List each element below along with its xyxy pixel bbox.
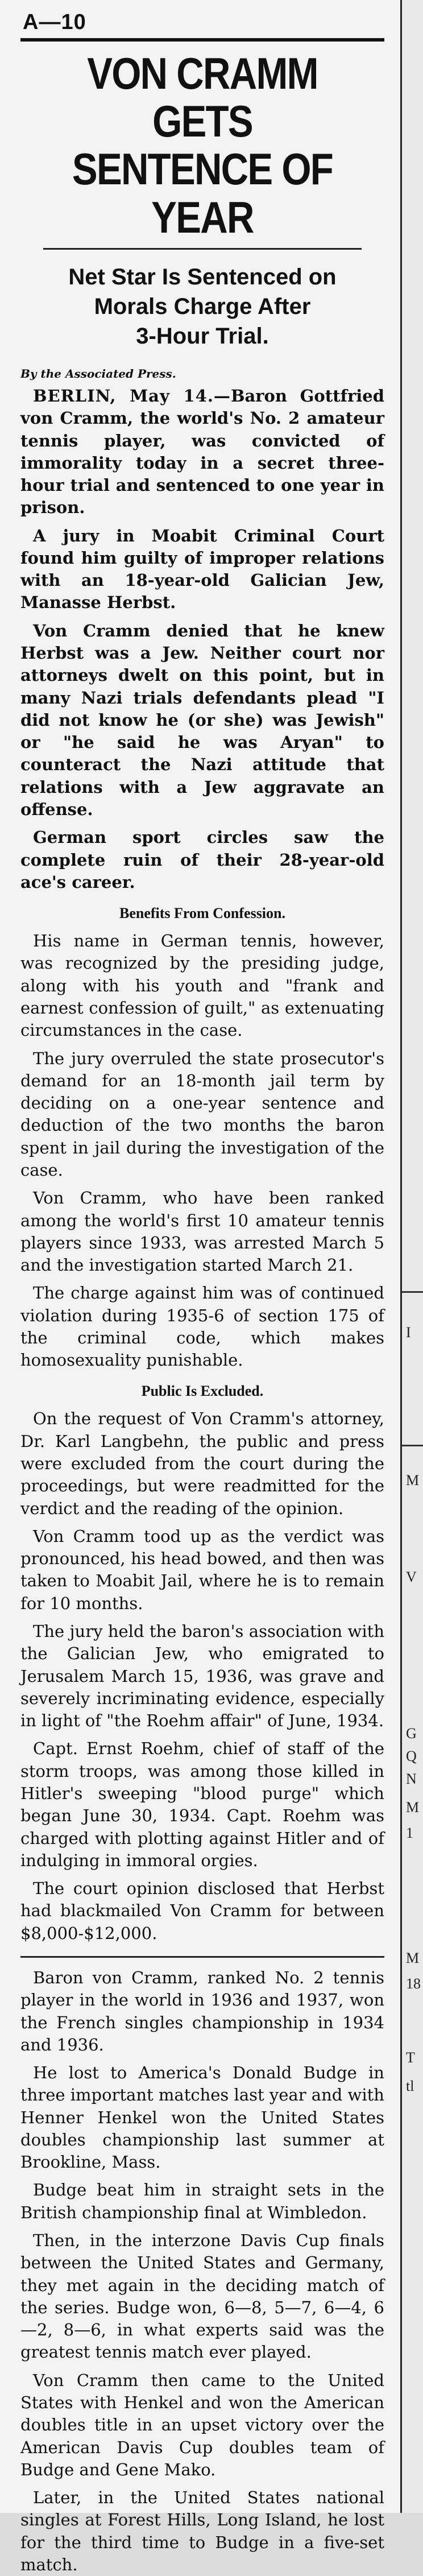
article-body bbox=[20, 367, 384, 2576]
paragraph: On the request of Von Cramm's attorney, Dr. Karl Langbehn, the public and press were excluded from the court during the proceedings, but were readmitted for the verdict and the reading of the opinion. bbox=[20, 1409, 384, 1518]
paragraph: The court opinion disclosed that Herbst had blackmailed Von Cramm for between $8,000-$12,000. bbox=[20, 1879, 384, 1943]
section-rule bbox=[20, 1956, 384, 1958]
edge-rule bbox=[402, 1445, 423, 1446]
edge-fragment: M bbox=[406, 1799, 420, 1816]
paragraph: Later, in the United States national singles at Forest Hills, Long Island, he lost for the third time to Budge in a five-set match. bbox=[20, 2488, 384, 2574]
deck-line-3: 3-Hour Trial. bbox=[136, 323, 269, 349]
paragraph: Baron von Cramm, ranked No. 2 tennis player in the world in 1936 and 1937, won the French singles championship in 1934 and 1936. bbox=[20, 1967, 384, 2054]
edge-fragment: T bbox=[406, 2049, 415, 2066]
headline-line-1: VON CRAMM GETS bbox=[87, 48, 318, 147]
paragraph-lede bbox=[20, 385, 384, 519]
dateline: BERLIN, May 14.— bbox=[33, 386, 231, 406]
edge-fragment: N bbox=[406, 1771, 417, 1787]
edge-fragment: tl bbox=[406, 2078, 414, 2094]
subhead: Public Is Excluded. bbox=[141, 1383, 264, 1400]
edge-fragment: M bbox=[406, 1950, 420, 1966]
paragraph: The charge against him was of continued violation during 1935-6 of section 175 of the criminal code, which makes homosexuality punishable. bbox=[20, 1283, 384, 1370]
edge-rule bbox=[402, 1291, 423, 1293]
deck-line-2: Morals Charge After bbox=[94, 293, 311, 319]
column-rule bbox=[400, 0, 402, 2513]
headline-rule bbox=[43, 248, 362, 250]
byline: By the Associated Press. bbox=[20, 366, 176, 381]
edge-fragment: V bbox=[406, 1569, 417, 1585]
paragraph: The jury overruled the state prosecutor's demand for an 18-month jail term by deciding on a one-year sentence and deduction of the two months the baron spent in jail during the investigation of the case. bbox=[20, 1048, 384, 1180]
subhead: Benefits From Confession. bbox=[119, 905, 285, 922]
edge-fragment: Q bbox=[406, 1748, 417, 1764]
deck-line-1: Net Star Is Sentenced on bbox=[68, 264, 337, 290]
paragraph: He lost to America's Donald Budge in three important matches last year and with Henner Henkel won the United States doubles championship last summer at Brookline, Mass. bbox=[20, 2063, 384, 2172]
headline-line-2: SENTENCE OF YEAR bbox=[72, 144, 333, 242]
deck-headline bbox=[20, 262, 384, 351]
paragraph: Budge beat him in straight sets in the British championship final at Wimbledon. bbox=[20, 2180, 384, 2222]
edge-fragment: G bbox=[406, 1725, 417, 1742]
paragraph: A jury in Moabit Criminal Court found him guilty of improper relations with an 18-year-old Galician Jew, Manasse Herbst. bbox=[20, 526, 384, 613]
paragraph: German sport circles saw the complete ruin of their 28-year-old ace's career. bbox=[20, 828, 384, 892]
paragraph: Von Cramm tood up as the verdict was pronounced, his head bowed, and then was taken to Moabit Jail, where he is to remain for 10 months. bbox=[20, 1526, 384, 1613]
paragraph: Capt. Ernst Roehm, chief of staff of the storm troops, was among those killed in Hitler's sweeping "blood purge" which began June 30, 1934. Capt. Roehm was charged with plotting against Hitler and of indulging in immoral orgies. bbox=[20, 1739, 384, 1870]
paragraph: The jury held the baron's association with the Galician Jew, who emigrated to Jerusalem March 15, 1936, was grave and severely incriminating evidence, especially in light of "the Roehm affair" of June, 1934. bbox=[20, 1622, 384, 1731]
edge-fragment: 18 bbox=[406, 1975, 421, 1992]
edge-fragment: M bbox=[406, 1472, 420, 1488]
paragraph: Then, in the interzone Davis Cup finals between the United States and Germany, they met again in the deciding match of the series. Budge won, 6—8, 5—7, 6—4, 6—2, 8—6, in what experts said was the greatest tennis match ever played. bbox=[20, 2231, 384, 2362]
lede-text: Baron Gottfried von Cramm, the world's No. 2 amateur tennis player, was convicted of immorality today in a secret three-hour trial and sentenced to one year in prison. bbox=[20, 386, 384, 518]
adjacent-column-edge bbox=[400, 0, 423, 2513]
edge-fragment: 1 bbox=[406, 1825, 413, 1841]
top-rule bbox=[20, 38, 384, 42]
paragraph: Von Cramm then came to the United States with Henkel and won the American doubles title in an upset victory over the American Davis Cup doubles team of Budge and Gene Mako. bbox=[20, 2370, 384, 2479]
paragraph: Von Cramm, who have been ranked among the world's first 10 amateur tennis players since 1933, was arrested March 5 and the investigation started March 21. bbox=[20, 1188, 384, 1275]
edge-fragment: I bbox=[406, 1324, 411, 1341]
paragraph: His name in German tennis, however, was recognized by the presiding judge, along with his youth and "frank and earnest confession of guilt," as extenuating circumstances in the case. bbox=[20, 931, 384, 1040]
headline bbox=[46, 49, 359, 241]
page-number-label: A—10 bbox=[23, 10, 86, 34]
paragraph: Von Cramm denied that he knew Herbst was a Jew. Neither court nor attorneys dwelt on this point, but in many Nazi trials defendants plead "I did not know he (or she) was Jewish" or "he said he was Aryan" to counteract the Nazi attitude that relations with a Jew aggravate an offense. bbox=[20, 621, 384, 819]
